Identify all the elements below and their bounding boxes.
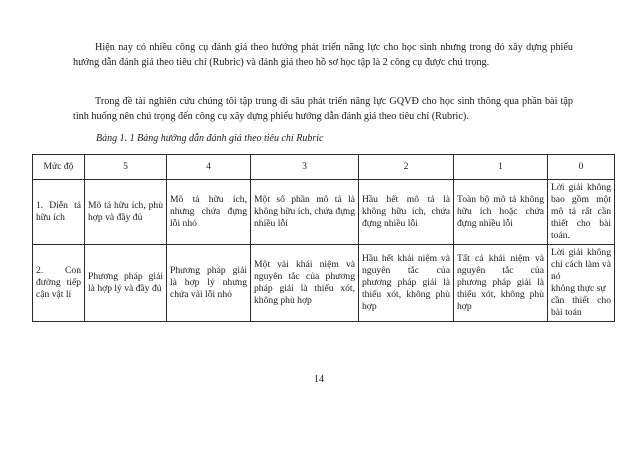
header-score-1: 1 bbox=[454, 155, 548, 180]
cell-score-1: Tất cả khái niệm và nguyên tắc của phương pháp giải là thiếu xót, không phù hợp bbox=[454, 245, 548, 322]
cell-score-0 bbox=[548, 180, 615, 245]
header-score-2: 2 bbox=[359, 155, 454, 180]
table-row bbox=[33, 245, 615, 322]
cell-line: không thực sự bbox=[551, 283, 606, 294]
cell-score-5: Phương pháp giải là hợp lý và đầy đủ bbox=[85, 245, 167, 322]
table-header-row bbox=[33, 155, 615, 180]
cell-score-2: Hầu hết mô tả là không hữu ích, chứa đựng nhiều lỗi bbox=[359, 180, 454, 245]
header-score-0: 0 bbox=[548, 155, 615, 180]
cell-score-3: Một số phần mô tả là không hữu ích, chứa đựng nhiều lỗi bbox=[251, 180, 359, 245]
research-focus-paragraph: Trong đề tài nghiên cứu chúng tôi tập trung đi sâu phát triển năng lực GQVĐ cho học sinh thông qua phần bài tập tình huống nên chú trọng đến công cụ xây dựng phiếu hướng dẫn đánh giá theo tiêu chí (Rubric). bbox=[73, 96, 573, 122]
table-row bbox=[33, 180, 615, 245]
header-level: Mức độ bbox=[33, 155, 85, 180]
cell-score-2: Hầu hết khái niệm và nguyên tắc của phương pháp giải là thiếu xót, không phù hợp bbox=[359, 245, 454, 322]
cell-score-4: Mô tả hữu ích, nhưng chứa đựng lỗi nhỏ bbox=[167, 180, 251, 245]
header-score-5: 5 bbox=[85, 155, 167, 180]
cell-line: Lời giải không chỉ cách làm và nó bbox=[551, 247, 611, 282]
page-number: 14 bbox=[314, 374, 324, 385]
intro-paragraph: Hiện nay có nhiều công cụ đánh giá theo hướng phát triển năng lực cho học sinh nhưng trong đó xây dựng phiếu hướng dẫn đánh giá theo tiêu chí (Rubric) và đánh giá theo hồ sơ học tập là 2 công cụ được chú trọng. bbox=[73, 42, 573, 68]
cell-score-4: Phương pháp giải là hợp lý nhưng chứa vài lỗi nhỏ bbox=[167, 245, 251, 322]
header-score-3: 3 bbox=[251, 155, 359, 180]
table-caption: Bảng 1. 1 Bảng hướng dẫn đánh giá theo tiêu chí Rubric bbox=[96, 133, 324, 144]
cell-line: Lời giải không bao gồm một mô tả rất cần thiết cho bài toán. bbox=[551, 182, 611, 241]
cell-score-5: Mô tả hữu ích, phù hợp và đầy đủ bbox=[85, 180, 167, 245]
cell-line: cần thiết cho bài toán bbox=[551, 295, 611, 318]
cell-score-3: Một vài khái niệm và nguyên tắc của phương pháp giải là thiếu xót, không phù hợp bbox=[251, 245, 359, 322]
cell-score-0 bbox=[548, 245, 615, 322]
cell-score-1: Toàn bộ mô tả không hữu ích hoặc chứa đựng nhiều lỗi bbox=[454, 180, 548, 245]
criterion-cell: 1. Diễn tả hữu ích bbox=[33, 180, 85, 245]
header-score-4: 4 bbox=[167, 155, 251, 180]
criterion-cell: 2. Con đường tiếp cận vật lí bbox=[33, 245, 85, 322]
rubric-table bbox=[32, 154, 615, 322]
